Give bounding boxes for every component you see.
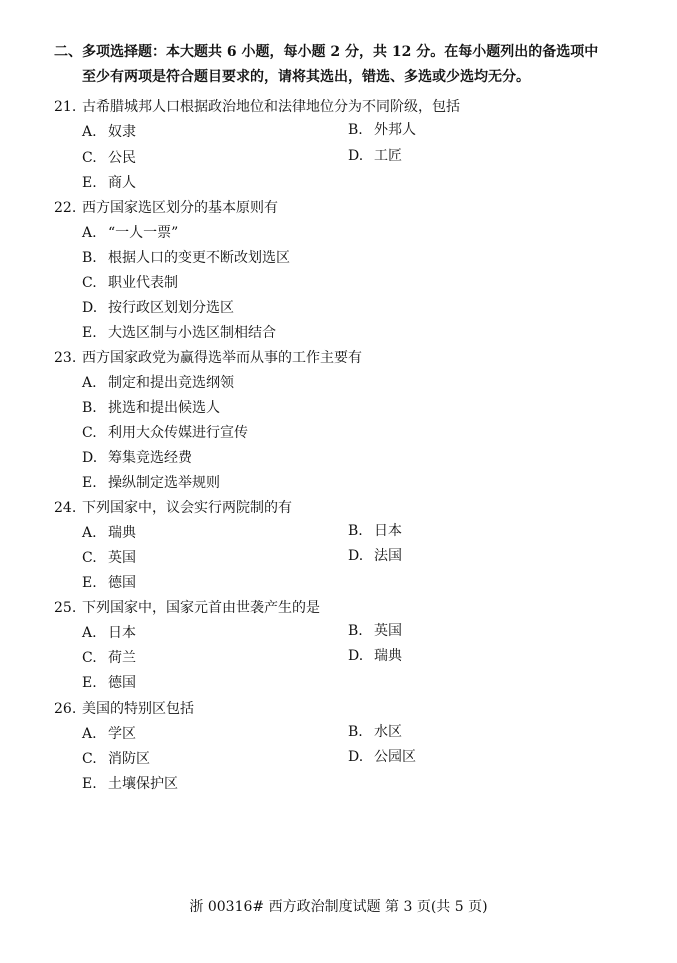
option-b: B. 日本 (348, 523, 402, 539)
option-e: E. 操纵制定选举规则 (82, 475, 220, 491)
question-number: 23. (54, 350, 77, 366)
question-text: 西方国家政党为赢得选举而从事的工作主要有 (82, 350, 362, 366)
question-text: 古希腊城邦人口根据政治地位和法律地位分为不同阶级，包括 (82, 99, 460, 115)
option-b: B. 英国 (348, 623, 402, 639)
question-number: 25. (54, 600, 77, 616)
option-a: A. 奴隶 (82, 124, 136, 140)
option-b: B. 挑选和提出候选人 (82, 400, 220, 416)
option-d: D. 法国 (348, 548, 402, 564)
question-stem (54, 198, 654, 218)
question-number: 22. (54, 200, 77, 216)
option-c: C. 荷兰 (82, 650, 136, 666)
question-text: 西方国家选区划分的基本原则有 (82, 200, 278, 216)
option-d: D. 按行政区划划分选区 (82, 300, 234, 316)
question-25 (54, 598, 654, 691)
option-c: C. 公民 (82, 150, 136, 166)
option-b: B. 外邦人 (348, 122, 416, 138)
question-number: 24. (54, 500, 77, 516)
option-d: D. 公园区 (348, 749, 416, 765)
section-header (54, 42, 654, 87)
option-e: E. 大选区制与小选区制相结合 (82, 325, 276, 341)
option-a: A. 学区 (82, 726, 136, 742)
section-instructions-line1: 二、多项选择题：本大题共 6 小题，每小题 2 分，共 12 分。在每小题列出的备选项中 (54, 44, 599, 60)
option-e: E. 土壤保护区 (82, 776, 178, 792)
question-26 (54, 699, 654, 792)
option-a: A. 制定和提出竞选纲领 (82, 375, 234, 391)
option-a: A. 日本 (82, 625, 136, 641)
question-stem (54, 598, 654, 618)
option-d: D. 瑞典 (348, 648, 402, 664)
question-number: 21. (54, 99, 77, 115)
question-stem (54, 699, 654, 719)
option-b: B. 水区 (348, 724, 402, 740)
section-instructions-line2: 至少有两项是符合题目要求的，请将其选出，错选、多选或少选均无分。 (82, 69, 530, 85)
question-number: 26. (54, 701, 77, 717)
option-c: C. 英国 (82, 550, 136, 566)
question-24 (54, 498, 654, 591)
option-c: C. 职业代表制 (82, 275, 178, 291)
option-e: E. 德国 (82, 575, 136, 591)
option-c: C. 消防区 (82, 751, 150, 767)
question-stem (54, 97, 654, 117)
question-23 (54, 348, 654, 491)
question-text: 美国的特别区包括 (82, 701, 194, 717)
option-e: E. 德国 (82, 675, 136, 691)
question-22 (54, 198, 654, 341)
option-a: A. 瑞典 (82, 525, 136, 541)
question-stem (54, 498, 654, 518)
option-e: E. 商人 (82, 175, 136, 191)
question-21 (54, 97, 654, 191)
question-stem (54, 348, 654, 368)
question-text: 下列国家中，议会实行两院制的有 (82, 500, 292, 516)
question-text: 下列国家中，国家元首由世袭产生的是 (82, 600, 320, 616)
option-b: B. 根据人口的变更不断改划选区 (82, 250, 290, 266)
page-footer: 浙 00316# 西方政治制度试题 第 3 页(共 5 页) (189, 899, 488, 915)
option-d: D. 筹集竞选经费 (82, 450, 192, 466)
option-c: C. 利用大众传媒进行宣传 (82, 425, 248, 441)
option-d: D. 工匠 (348, 148, 402, 164)
option-a: A. “一人一票” (82, 225, 179, 241)
